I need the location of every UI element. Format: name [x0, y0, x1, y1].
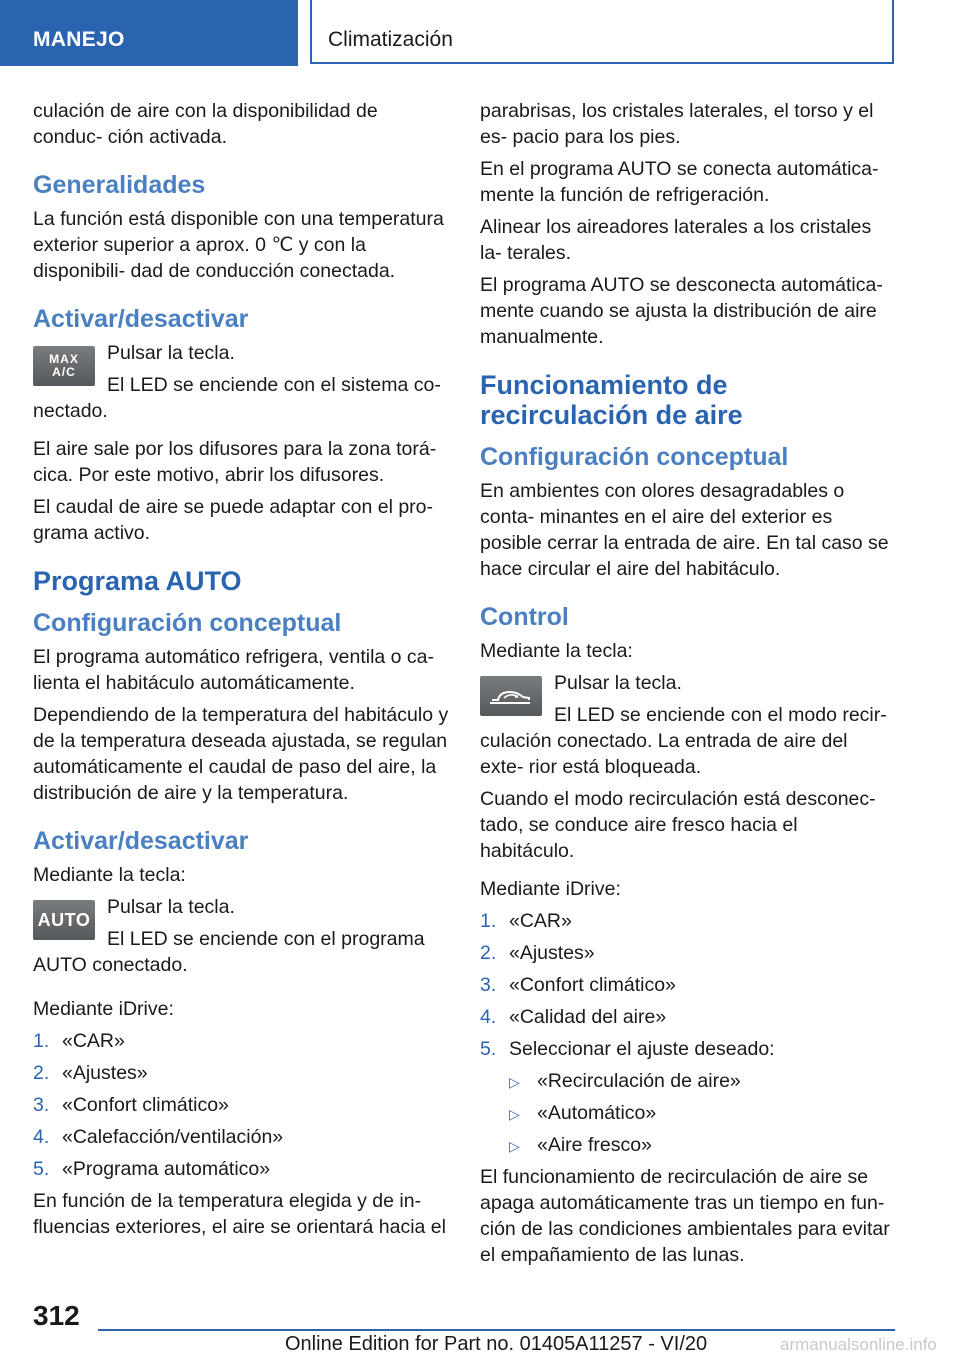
step-number: 2.: [33, 1062, 50, 1084]
list-item: [480, 908, 896, 934]
paragraph: Cuando el modo recirculación está desconec‐ tado, se conduce aire fresco hacia el habitáculo.: [480, 788, 876, 862]
paragraph: Mediante iDrive:: [33, 998, 174, 1020]
step-number: 4.: [33, 1126, 50, 1148]
paragraph: Alinear los aireadores laterales a los cristales la‐ terales.: [480, 216, 872, 264]
list-item: [480, 1132, 896, 1158]
paragraph: El programa AUTO se desconecta automática‐ mente cuando se ajusta la distribución de aire manualmente.: [480, 274, 883, 348]
paragraph: El caudal de aire se puede adaptar con el pro‐ grama activo.: [33, 496, 434, 544]
paragraph: El funcionamiento de recirculación de aire se apaga automáticamente tras un tiempo en fun‐ ción de las condiciones ambientales para evitar el empañamiento de las lunas.: [480, 1166, 890, 1266]
list-item: [480, 1004, 896, 1030]
step-text: «Calidad del aire»: [509, 1006, 667, 1028]
triangle-bullet-icon: ▷: [509, 1106, 520, 1122]
paragraph: El programa automático refrigera, ventila o ca‐ lienta el habitáculo automáticamente.: [33, 646, 435, 694]
list-item: [480, 1100, 896, 1126]
page-number: 312: [33, 1300, 80, 1331]
step-text: «Confort climático»: [62, 1094, 229, 1116]
heading-generalidades: Generalidades: [33, 171, 206, 199]
list-item: [33, 1156, 449, 1182]
step-text: «Ajustes»: [509, 942, 595, 964]
step-number: 5.: [33, 1158, 50, 1180]
footer-divider: [98, 1329, 895, 1331]
heading-activar-desactivar: Activar/desactivar: [33, 305, 249, 333]
paragraph: Mediante iDrive:: [480, 878, 621, 900]
step-number: 3.: [33, 1094, 50, 1116]
heading-configuracion-conceptual: Configuración conceptual: [480, 443, 789, 471]
step-text: «Calefacción/ventilación»: [62, 1126, 284, 1148]
paragraph: culación de aire con la disponibilidad de conduc‐ ción activada.: [33, 100, 378, 148]
option-text: «Aire fresco»: [537, 1134, 652, 1156]
heading-control: Control: [480, 603, 569, 631]
chapter-tab: [310, 0, 894, 64]
list-item: [33, 1092, 449, 1118]
paragraph: Pulsar la tecla.: [554, 672, 682, 694]
paragraph: Dependiendo de la temperatura del habitáculo y de la temperatura deseada ajustada, se regulan automáticamente el caudal de paso del aire, la distribución de aire y la temperatura.: [33, 704, 449, 804]
heading-configuracion-conceptual: Configuración conceptual: [33, 609, 342, 637]
chapter-title: Climatización: [328, 28, 453, 51]
paragraph: Mediante la tecla:: [480, 640, 633, 662]
paragraph: El LED se enciende con el modo recir‐ culación conectado. La entrada de aire del exte‐ rior está bloqueada.: [480, 704, 887, 778]
option-text: «Automático»: [537, 1102, 657, 1124]
section-title: MANEJO: [33, 28, 125, 51]
section-tab: [0, 0, 298, 66]
paragraph: En ambientes con olores desagradables o conta‐ minantes en el aire del exterior es posible cerrar la entrada de aire. En tal caso se hace circular el aire del habitáculo.: [480, 480, 889, 580]
list-item: [480, 972, 896, 998]
paragraph: parabrisas, los cristales laterales, el torso y el es‐ pacio para los pies.: [480, 100, 874, 148]
step-text: «CAR»: [509, 910, 572, 932]
auto-icon-label: AUTO: [37, 909, 91, 930]
idrive-steps-list: [33, 1028, 449, 1182]
triangle-bullet-icon: ▷: [509, 1074, 520, 1090]
left-column: [33, 98, 449, 1246]
paragraph: Mediante la tecla:: [33, 864, 186, 886]
recirculation-instruction: [480, 670, 896, 786]
paragraph: El LED se enciende con el programa AUTO conectado.: [33, 928, 425, 976]
list-item: [480, 1068, 896, 1094]
list-item: [480, 1036, 896, 1062]
step-number: 1.: [33, 1030, 50, 1052]
setting-options-list: [480, 1068, 896, 1158]
max-ac-icon-line1: MAX: [49, 352, 79, 366]
step-text: «Ajustes»: [62, 1062, 148, 1084]
step-text: «Confort climático»: [509, 974, 676, 996]
paragraph: En función de la temperatura elegida y de in‐ fluencias exteriores, el aire se orientará hacia el: [33, 1190, 446, 1238]
option-text: «Recirculación de aire»: [537, 1070, 741, 1092]
idrive-steps-list: [480, 908, 896, 1062]
step-text: «CAR»: [62, 1030, 125, 1052]
max-ac-instruction: [33, 340, 449, 430]
step-text: «Programa automático»: [62, 1158, 271, 1180]
recirculation-car-icon: [488, 685, 534, 707]
triangle-bullet-icon: ▷: [509, 1138, 520, 1154]
recirculation-button-icon: [480, 676, 542, 716]
right-column: [480, 98, 896, 1274]
step-number: 3.: [480, 974, 497, 996]
auto-button-icon: [33, 900, 95, 940]
paragraph: Pulsar la tecla.: [107, 342, 235, 364]
list-item: [33, 1028, 449, 1054]
step-number: 2.: [480, 942, 497, 964]
page-header: [0, 0, 960, 66]
max-ac-button-icon: [33, 346, 95, 386]
max-ac-icon-line2: A/C: [52, 365, 76, 379]
step-number: 5.: [480, 1038, 497, 1060]
paragraph: Pulsar la tecla.: [107, 896, 235, 918]
paragraph: La función está disponible con una temperatura exterior superior a aprox. 0 ℃ y con la disponibili‐ dad de conducción conectada.: [33, 208, 444, 282]
paragraph: El aire sale por los difusores para la zona torá‐ cica. Por este motivo, abrir los difusores.: [33, 438, 437, 486]
step-number: 4.: [480, 1006, 497, 1028]
auto-instruction: [33, 894, 449, 984]
paragraph: En el programa AUTO se conecta automática‐ mente la función de refrigeración.: [480, 158, 879, 206]
list-item: [33, 1060, 449, 1086]
heading-recirculacion: Funcionamiento de recirculación de aire: [480, 370, 743, 430]
heading-activar-desactivar: Activar/desactivar: [33, 827, 249, 855]
list-item: [33, 1124, 449, 1150]
edition-note: Online Edition for Part no. 01405A11257 - VI/20: [285, 1333, 708, 1355]
step-text: Seleccionar el ajuste deseado:: [509, 1038, 775, 1060]
watermark: armanualsonline.info: [780, 1335, 937, 1354]
paragraph: El LED se enciende con el sistema co‐ nectado.: [33, 374, 441, 422]
step-number: 1.: [480, 910, 497, 932]
heading-programa-auto: Programa AUTO: [33, 566, 242, 596]
list-item: [480, 940, 896, 966]
